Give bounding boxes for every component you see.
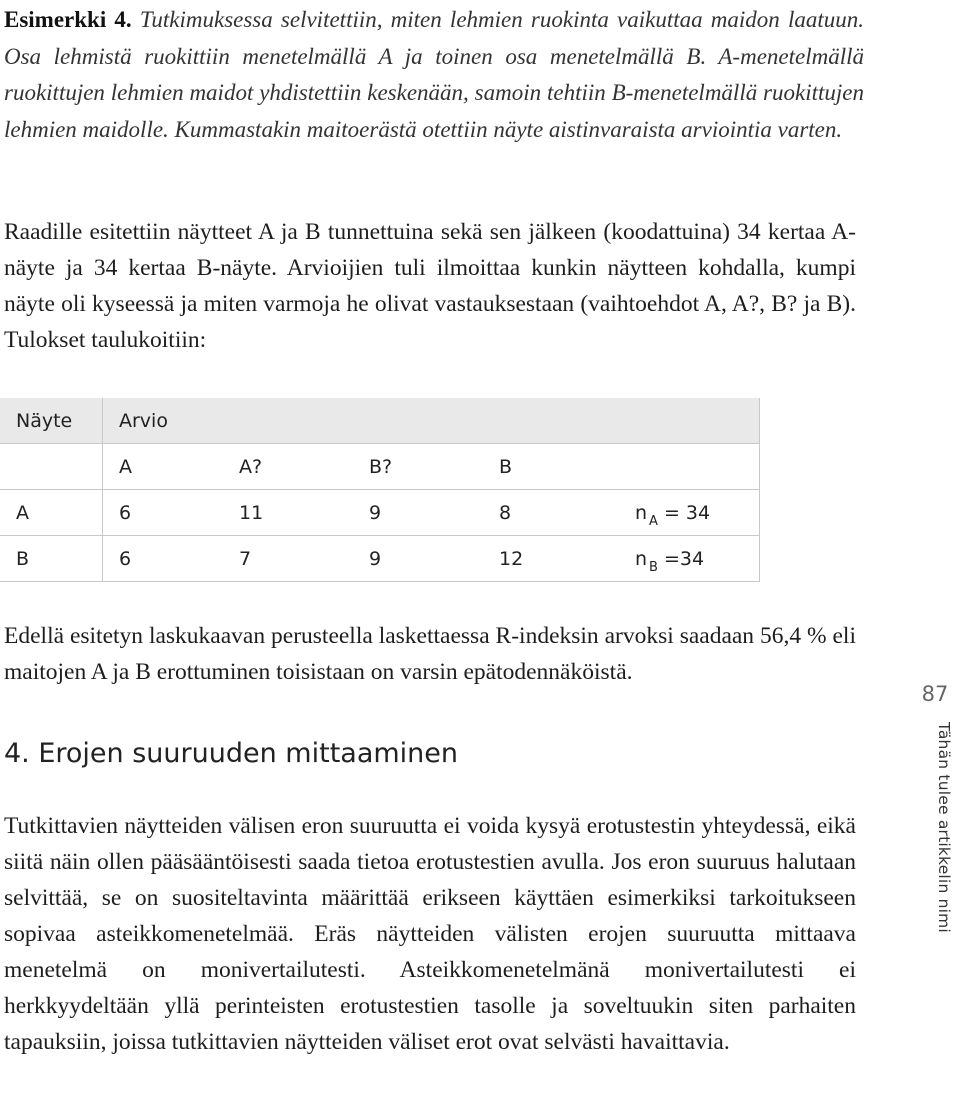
table-row [0,490,760,536]
column-label: B? [353,444,483,490]
table-column-row [0,444,760,490]
table-cell: 6 [103,536,224,582]
intro-paragraph: Raadille esitettiin näytteet A ja B tunnettuina sekä sen jälkeen (koodattuina) 34 kertaa A-näyte ja 34 kertaa B-näyte. Arvioijien tuli ilmoittaa kunkin näytteen kohdalla, kumpi näyte oli kyseessä ja miten varmoja he olivat vastauksestaan (vaihtoehdot A, A?, B? ja B). Tulokset taulukoitiin: [4,219,856,353]
example-label: Esimerkki 4. [4,7,132,32]
page-number: 87 [921,682,949,706]
table-cell: 12 [483,536,619,582]
header-rating: Arvio [103,398,224,444]
example-block [4,2,864,148]
running-title: Tähän tulee artikkelin nimi [935,722,953,933]
section-heading: 4. Erojen suuruuden mittaaminen [4,738,459,769]
row-total [619,536,760,582]
total-value: =34 [663,547,705,570]
table-cell: 8 [483,490,619,536]
total-subscript: B [649,559,658,575]
body-paragraph: Tutkittavien näytteiden välisen eron suuruutta ei voida kysyä erotustestin yhteydessä, eikä siitä näin ollen pääsääntöisesti saada tietoa erotustestien avulla. Jos eron suuruus halutaan selvittää, se on suositeltavinta määrittää erikseen käyttäen esimerkiksi tarkoitukseen sopivaa asteikkomenetelmää. Eräs näytteiden välisten erojen suuruutta mittaava menetelmä on monivertailutesti. Asteikkomenetelmänä monivertailutesti ei herkkyydeltään yllä perinteisten erotustestien tasolle ja soveltuukin siten parhaiten tapauksiin, joissa tutkittavien näytteiden väliset erot ovat selvästi havaittavia. [4,813,856,1055]
column-label: A? [223,444,353,490]
table-header-row [0,398,760,444]
table-row [0,536,760,582]
table-cell: 9 [353,490,483,536]
header-sample: Näyte [0,398,103,444]
total-prefix: n [635,501,648,524]
result-paragraph: Edellä esitetyn laskukaavan perusteella laskettaessa R-indeksin arvoksi saadaan 56,4 % eli maitojen A ja B erottuminen toisistaan on varsin epätodennäköistä. [4,623,856,685]
results-table [0,398,760,582]
table-cell: 9 [353,536,483,582]
column-label: B [483,444,619,490]
column-label: A [103,444,224,490]
example-text: Tutkimuksessa selvitettiin, miten lehmien ruokinta vaikuttaa maidon laatuun. Osa lehmistä ruokittiin menetelmällä A ja toinen osa menetelmällä B. A-menetelmällä ruokittujen lehmien maidot yhdistettiin keskenään, samoin tehtiin B-menetelmällä ruokittujen lehmien maidolle. Kummastakin maitoerästä otettiin näyte aistinvaraista arviointia varten. [4,7,865,142]
row-sample: B [0,536,103,582]
total-value: = 34 [663,501,711,524]
total-subscript: A [649,513,658,529]
total-prefix: n [635,547,648,570]
table-cell: 6 [103,490,224,536]
table-cell: 11 [223,490,353,536]
row-sample: A [0,490,103,536]
row-total [619,490,760,536]
table-cell: 7 [223,536,353,582]
